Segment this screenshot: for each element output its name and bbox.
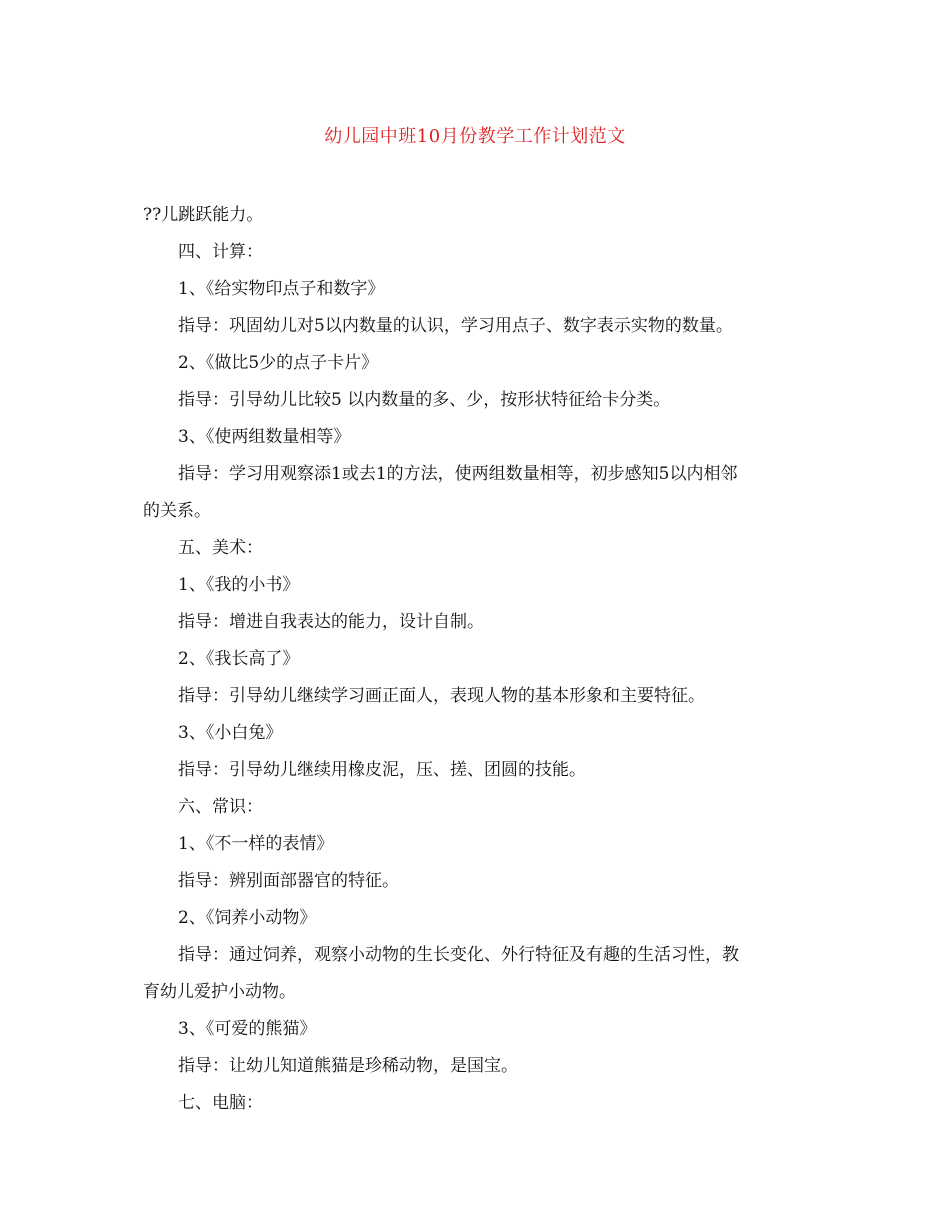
text-line: 指导：引导幼儿比较5 以内数量的多、少，按形状特征给卡分类。 (178, 390, 671, 410)
text-line: 指导：引导幼儿继续用橡皮泥，压、搓、团圆的技能。 (178, 760, 586, 780)
text-line: 2、《做比5少的点子卡片》 (178, 353, 379, 373)
text-line: 1、《我的小书》 (178, 575, 300, 595)
text-line: 1、《给实物印点子和数字》 (178, 279, 385, 299)
text-line: 1、《不一样的表情》 (178, 834, 334, 854)
text-line: 四、计算： (178, 242, 263, 262)
text-line: 指导：通过饲养，观察小动物的生长变化、外行特征及有趣的生活习性，教 (178, 945, 739, 965)
text-line: 六、常识： (178, 797, 263, 817)
text-line: 2、《饲养小动物》 (178, 908, 317, 928)
text-line: 2、《我长高了》 (178, 649, 300, 669)
text-line: 指导：巩固幼儿对5以内数量的认识，学习用点子、数字表示实物的数量。 (178, 316, 733, 336)
text-line: 3、《使两组数量相等》 (178, 427, 351, 447)
text-line: 指导：增进自我表达的能力，设计自制。 (178, 612, 484, 632)
text-line: 指导：学习用观察添1或去1的方法，使两组数量相等，初步感知5以内相邻 (178, 464, 738, 484)
text-line: 3、《可爱的熊猫》 (178, 1019, 317, 1039)
text-line: 五、美术： (178, 538, 263, 558)
document-body (143, 197, 809, 1122)
text-line: 七、电脑： (178, 1093, 263, 1113)
text-line: 3、《小白兔》 (178, 723, 283, 743)
text-line: 的关系。 (143, 501, 211, 521)
text-line: 育幼儿爱护小动物。 (143, 982, 296, 1002)
text-line: 指导：引导幼儿继续学习画正面人，表现人物的基本形象和主要特征。 (178, 686, 705, 706)
document-title: 幼儿园中班10月份教学工作计划范文 (324, 126, 626, 147)
text-line: ??儿跳跃能力。 (143, 205, 264, 225)
text-line: 指导：让幼儿知道熊猫是珍稀动物，是国宝。 (178, 1056, 518, 1076)
text-line: 指导：辨别面部器官的特征。 (178, 871, 399, 891)
